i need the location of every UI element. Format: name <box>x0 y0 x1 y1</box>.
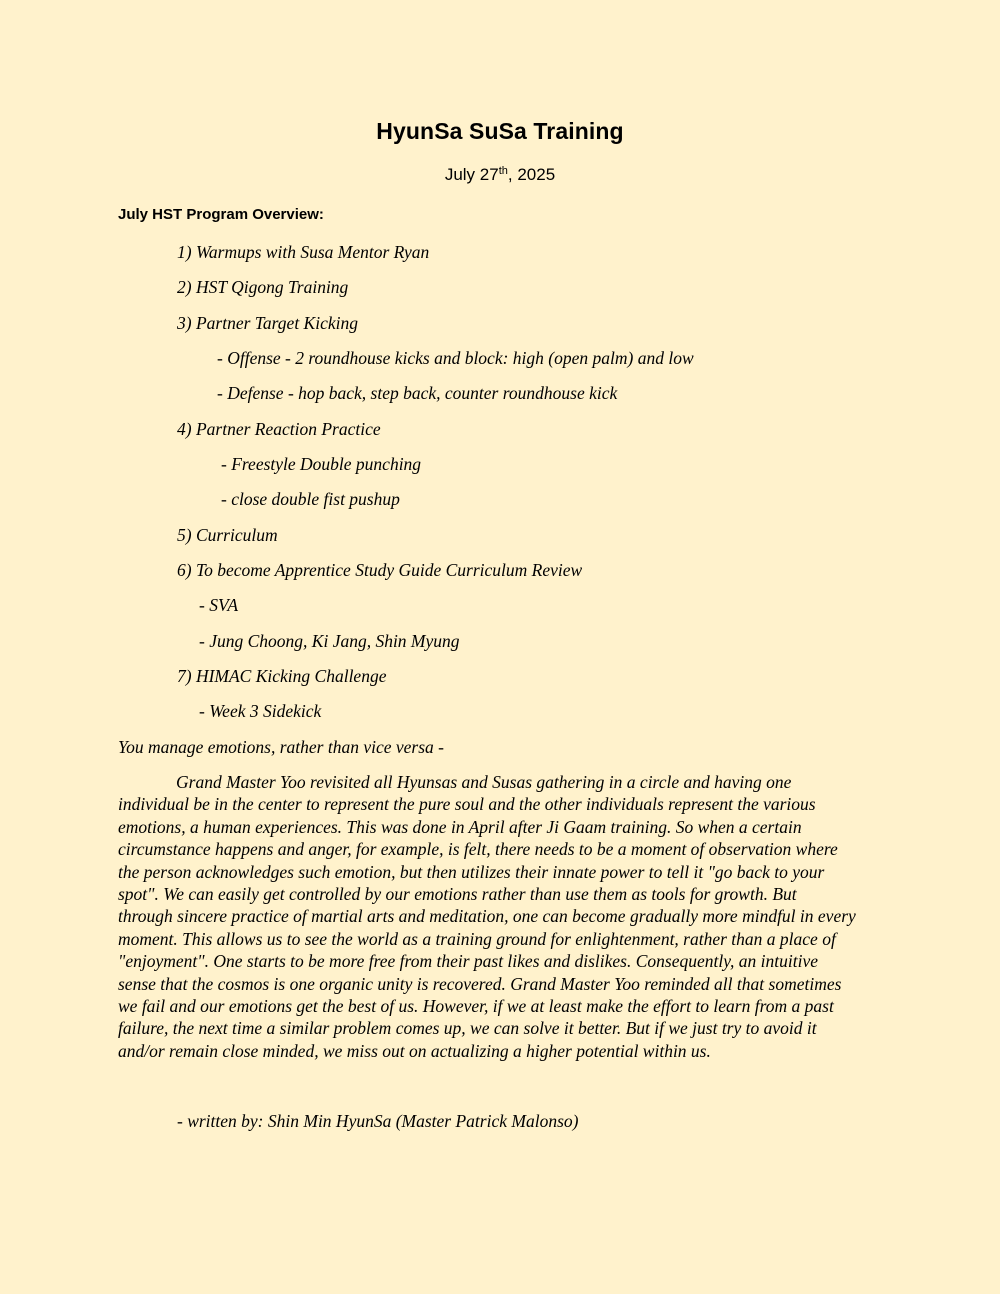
list-subitem: - Jung Choong, Ki Jang, Shin Myung <box>199 631 460 651</box>
paragraph-line: spot". We can easily get controlled by our emotions rather than use them as tools for growth. But <box>118 884 797 905</box>
document-title: HyunSa SuSa Training <box>376 118 624 144</box>
paragraph-line: individual be in the center to represent the pure soul and the other individuals represent the various <box>118 794 816 815</box>
date-year: , 2025 <box>507 165 556 184</box>
paragraph-line: we fail and our emotions get the best of us. However, if we at least make the effort to learn from a past <box>118 996 834 1017</box>
list-subitem: - Week 3 Sidekick <box>199 701 322 721</box>
signature: - written by: Shin Min HyunSa (Master Patrick Malonso) <box>177 1111 579 1131</box>
paragraph-line: Grand Master Yoo revisited all Hyunsas and Susas gathering in a circle and having one <box>176 772 792 792</box>
list-item: 4) Partner Reaction Practice <box>177 419 381 439</box>
list-item: 3) Partner Target Kicking <box>177 313 358 333</box>
section-heading: You manage emotions, rather than vice versa - <box>118 737 444 757</box>
paragraph-line: "enjoyment". One starts to be more free from their past likes and dislikes. Consequently, an intuitive <box>118 951 819 972</box>
date-ordinal-suffix: th <box>498 165 508 177</box>
paragraph-line: circumstance happens and anger, for example, is felt, there needs to be a moment of observation where <box>118 839 838 860</box>
list-item: 7) HIMAC Kicking Challenge <box>177 666 387 686</box>
paragraph-line: moment. This allows us to see the world as a training ground for enlightenment, rather than a place of <box>118 928 836 949</box>
overview-heading: July HST Program Overview: <box>118 206 324 223</box>
list-item: 5) Curriculum <box>177 525 278 545</box>
list-subitem: - Freestyle Double punching <box>221 454 422 474</box>
paragraph-line: sense that the cosmos is one organic unity is recovered. Grand Master Yoo reminded all that sometimes <box>118 973 842 994</box>
paragraph-line: emotions, a human experiences. This was done in April after Ji Gaam training. So when a certain <box>118 816 802 837</box>
list-subitem: - SVA <box>199 595 239 615</box>
list-item: 2) HST Qigong Training <box>177 277 349 297</box>
paragraph-line: the person acknowledges such emotion, but then utilizes their innate power to tell it "go back to your <box>118 861 825 882</box>
body-paragraph <box>118 771 883 1062</box>
list-item: 6) To become Apprentice Study Guide Curriculum Review <box>177 560 583 580</box>
list-subitem: - Offense - 2 roundhouse kicks and block: high (open palm) and low <box>217 348 694 368</box>
paragraph-line: through sincere practice of martial arts and meditation, one can become gradually more mindful in every <box>118 906 856 927</box>
document-date <box>0 165 1000 185</box>
paragraph-line: failure, the next time a similar problem comes up, we can solve it better. But if we just try to avoid it <box>118 1018 817 1039</box>
date-month-day: July 27 <box>444 165 499 184</box>
list-subitem: - Defense - hop back, step back, counter roundhouse kick <box>217 383 618 403</box>
paragraph-line: and/or remain close minded, we miss out on actualizing a higher potential within us. <box>118 1040 711 1061</box>
list-item: 1) Warmups with Susa Mentor Ryan <box>177 242 430 262</box>
list-subitem: - close double fist pushup <box>221 489 400 509</box>
